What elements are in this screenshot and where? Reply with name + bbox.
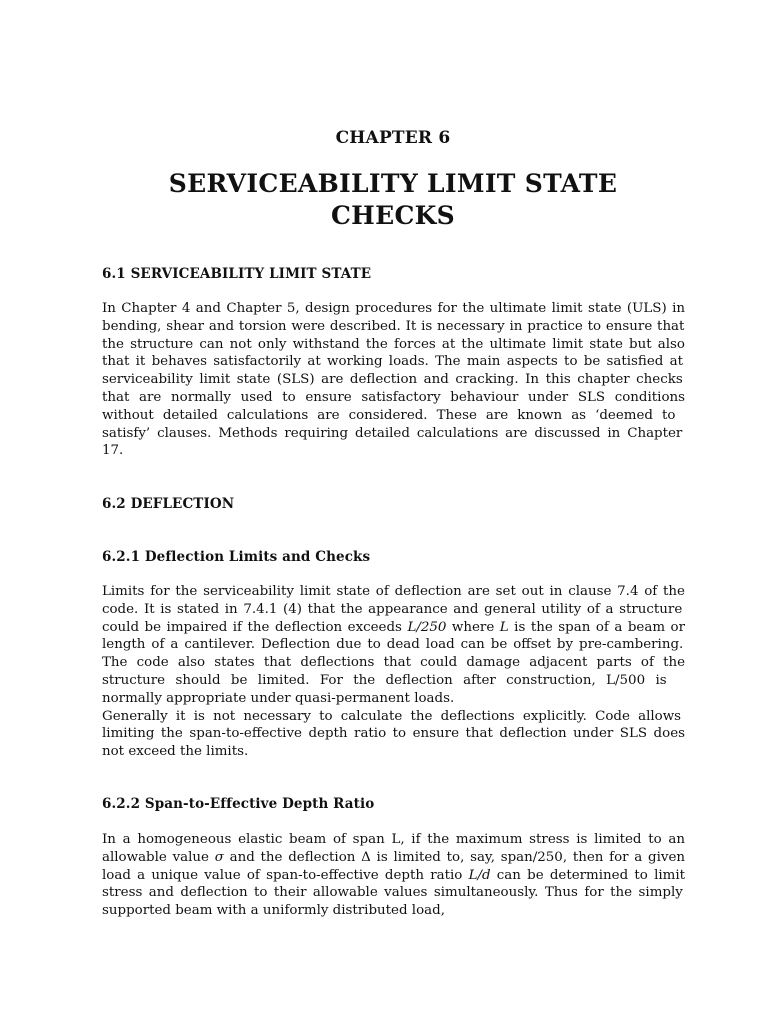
paragraph-line: In Chapter 4 and Chapter 5, design procedures for the ultimate limit state (ULS) in xyxy=(102,301,685,316)
paragraph-line: structure should be limited. For the deflection after construction, L/500 is xyxy=(102,672,667,688)
paragraph-line: The code also states that deflections that could damage adjacent parts of the xyxy=(102,655,685,671)
paragraph-line: In a homogeneous elastic beam of span L, if the maximum stress is limited to an xyxy=(102,832,685,847)
paragraph-line: the structure can not only withstand the forces at the ultimate limit state but also xyxy=(102,336,685,352)
paragraph-line: supported beam with a uniformly distributed load, xyxy=(102,903,445,919)
paragraph-line: 17. xyxy=(102,443,124,459)
paragraph-line: Generally it is not necessary to calculate the deflections explicitly. Code allows xyxy=(102,708,682,724)
section-6-2-2-heading: 6.2.2 Span-to-Effective Depth Ratio xyxy=(102,796,375,812)
chapter-title-line-1: SERVICEABILITY LIMIT STATE xyxy=(168,169,618,198)
paragraph-line: satisfy’ clauses. Methods requiring detailed calculations are discussed in Chapter xyxy=(102,425,683,441)
paragraph-line: normally appropriate under quasi-permanent loads. xyxy=(102,690,455,706)
paragraph-line: could be impaired if the deflection exceeds L/250 where L is the span of a beam or xyxy=(102,619,685,635)
paragraph-line: load a unique value of span-to-effective depth ratio L/d can be determined to limit xyxy=(102,867,685,883)
paragraph-line: limiting the span-to-effective depth ratio to ensure that deflection under SLS does xyxy=(102,726,685,742)
paragraph-line: not exceed the limits. xyxy=(102,744,249,760)
paragraph-line: length of a cantilever. Deflection due to dead load can be offset by pre-cambering. xyxy=(102,637,684,653)
paragraph-line: code. It is stated in 7.4.1 (4) that the appearance and general utility of a structure xyxy=(102,601,683,617)
section-6-1-paragraph xyxy=(102,300,685,460)
paragraph-line: without detailed calculations are considered. These are known as ‘deemed to xyxy=(102,407,676,423)
chapter-title-line-2: CHECKS xyxy=(330,201,456,230)
paragraph-line: that are normally used to ensure satisfactory behaviour under SLS conditions xyxy=(102,389,685,405)
section-6-2-2-paragraph xyxy=(102,831,685,920)
paragraph-line: serviceability limit state (SLS) are deflection and cracking. In this chapter checks xyxy=(102,372,683,388)
paragraph-line: that it behaves satisfactorily at working loads. The main aspects to be satisfied at xyxy=(102,354,683,370)
paragraph-line: Limits for the serviceability limit state of deflection are set out in clause 7.4 of the xyxy=(102,584,685,599)
section-6-2-1-paragraph xyxy=(102,583,685,761)
section-6-2-1-heading: 6.2.1 Deflection Limits and Checks xyxy=(102,549,371,565)
section-6-2-heading: 6.2 DEFLECTION xyxy=(102,496,235,512)
chapter-title xyxy=(0,168,768,232)
section-6-1-heading: 6.1 SERVICEABILITY LIMIT STATE xyxy=(102,266,372,282)
paragraph-line: bending, shear and torsion were described. It is necessary in practice to ensure that xyxy=(102,318,685,334)
paragraph-line: stress and deflection to their allowable values simultaneously. Thus for the simply xyxy=(102,885,683,901)
chapter-label: CHAPTER 6 xyxy=(335,128,451,148)
paragraph-line: allowable value σ and the deflection Δ is limited to, say, span/250, then for a given xyxy=(102,849,685,865)
